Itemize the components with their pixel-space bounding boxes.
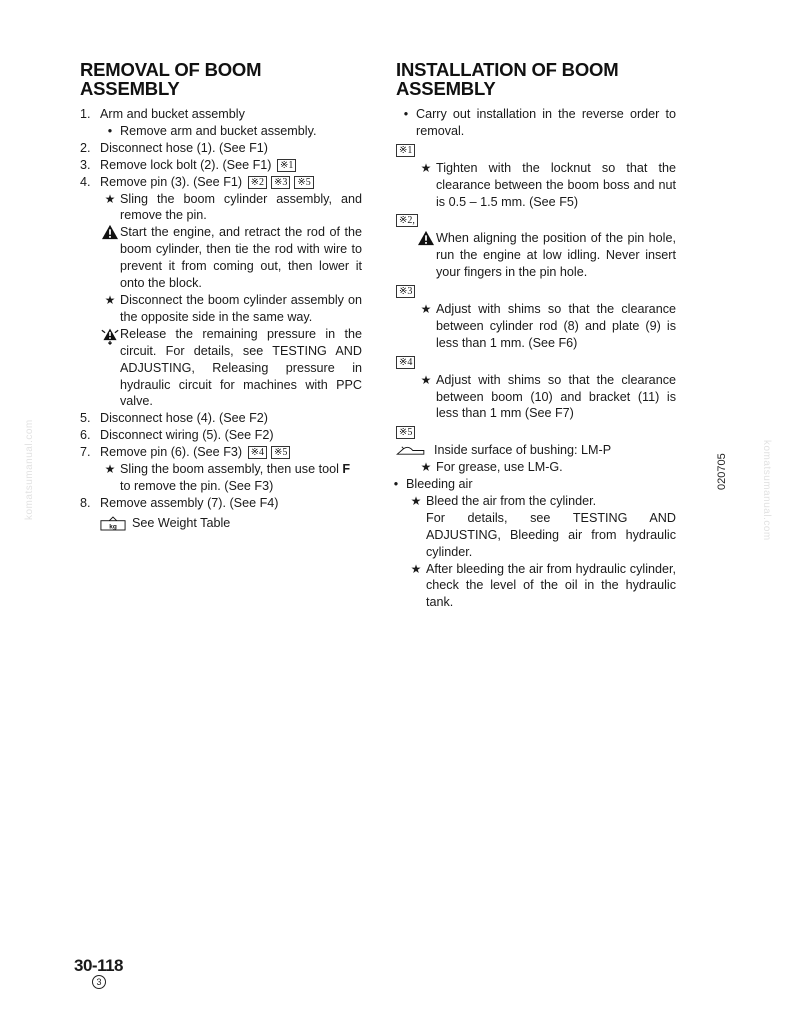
grease-sub-note: ★ For grease, use LM-G. (396, 459, 676, 476)
ref-tag: ※3 (271, 176, 290, 189)
bleed-note-2: ★ After bleeding the air from hydraulic cylinder, check the level of the oil in the hydraulic tank. (396, 561, 676, 612)
step-2: 2. Disconnect hose (1). (See F1) (80, 140, 268, 155)
bullet-icon: • (393, 477, 399, 492)
side-code: 020705 (716, 453, 728, 490)
pressure-warning-icon (101, 326, 119, 346)
star-icon: ★ (420, 460, 432, 475)
grease-note: Inside surface of bushing: LM-P (396, 442, 676, 459)
weight-icon (100, 516, 126, 531)
tag2-warning: When aligning the position of the pin hole, run the engine at low idling. Never insert your fingers in the pin hole. (396, 230, 676, 281)
removal-section (80, 60, 362, 532)
step-3: 3. Remove lock bolt (2). (See F1) ※1 (80, 157, 362, 174)
installation-title: INSTALLATION OF BOOM ASSEMBLY (396, 59, 619, 99)
step-5: 5. Disconnect hose (4). (See F2) (80, 411, 268, 426)
step-4: 4. Remove pin (3). (See F1) ※2 ※3 ※5 (80, 174, 362, 191)
ref-tag: ※4 (396, 356, 415, 369)
tool-label: F (342, 462, 351, 477)
star-icon: ★ (410, 561, 422, 576)
watermark-right: komatsumanual.com (761, 440, 772, 541)
tag1-note: ★ Tighten with the locknut so that the clearance between the boom boss and nut is 0.5 – 1.5 mm. (See F5) (396, 160, 676, 211)
step-4-warning: Start the engine, and retract the rod of the boom cylinder, then tie the rod with wire to prevent it from coming out, then lower it onto the block. (80, 224, 362, 292)
star-icon: ★ (104, 462, 116, 477)
star-icon: ★ (410, 493, 422, 508)
step-4-pressure: Release the remaining pressure in the circuit. For details, see TESTING AND ADJUSTING, Releasing pressure in hydraulic circuit for machines with PPC valve. (80, 326, 362, 411)
bullet-icon: • (403, 107, 409, 121)
installation-section (393, 59, 676, 611)
star-icon: ★ (104, 292, 116, 307)
ref-tag: ※1 (277, 159, 296, 172)
kg-label: kg (109, 523, 117, 531)
tag3-note: ★ Adjust with shims so that the clearance between cylinder rod (8) and plate (9) is less than 1 mm. (See F6) (396, 301, 676, 352)
revision-mark: 3 (92, 975, 106, 989)
watermark-left: komatsumanual.com (24, 419, 35, 520)
step-4-note-sling: ★ Sling the boom cylinder assembly, and remove the pin. (80, 191, 362, 225)
star-icon: ★ (104, 191, 116, 206)
ref-tag: ※4 (248, 446, 267, 459)
warning-icon (417, 230, 435, 246)
tag4-note: ★ Adjust with shims so that the clearance between boom (10) and bracket (11) is less than 1 mm (See F7) (396, 372, 676, 423)
bleed-note-1: ★ Bleed the air from the cylinder. (396, 493, 676, 510)
ref-tag: ※5 (271, 446, 290, 459)
ref-tag: ※3 (396, 285, 415, 298)
ref-tag: ※2 (248, 176, 267, 189)
ref-tag: ※1 (396, 144, 415, 157)
step-7-note: ★ Sling the boom assembly, then use tool F to remove the pin. (See F3) (80, 461, 362, 495)
page-number: 30-118 (74, 956, 123, 975)
install-intro: • Carry out installation in the reverse order to removal. (396, 106, 676, 140)
ref-tag: ※2, (396, 214, 418, 227)
star-icon: ★ (420, 372, 432, 387)
grease-icon (396, 445, 426, 456)
ref-tag: ※5 (294, 176, 313, 189)
ref-tag: ※5 (396, 426, 415, 439)
removal-title: REMOVAL OF BOOM ASSEMBLY (80, 59, 262, 99)
bleeding-air: • Bleeding air (386, 476, 676, 493)
step-8: 8. Remove assembly (7). (See F4) (80, 495, 279, 510)
warning-icon (101, 224, 119, 240)
star-icon: ★ (420, 160, 432, 175)
step-1-sub: • Remove arm and bucket assembly. (80, 123, 362, 140)
bleed-detail: For details, see TESTING AND ADJUSTING, Bleeding air from hydraulic cylinder. (426, 510, 676, 559)
step-6: 6. Disconnect wiring (5). (See F2) (80, 428, 274, 443)
weight-table-note: kg See Weight Table (80, 515, 362, 532)
step-7: 7. Remove pin (6). (See F3) ※4 ※5 (80, 444, 362, 461)
star-icon: ★ (420, 301, 432, 316)
bullet-icon: • (107, 123, 113, 138)
step-4-note-opposite: ★ Disconnect the boom cylinder assembly on the opposite side in the same way. (80, 292, 362, 326)
step-1: 1. Arm and bucket assembly (80, 107, 245, 121)
